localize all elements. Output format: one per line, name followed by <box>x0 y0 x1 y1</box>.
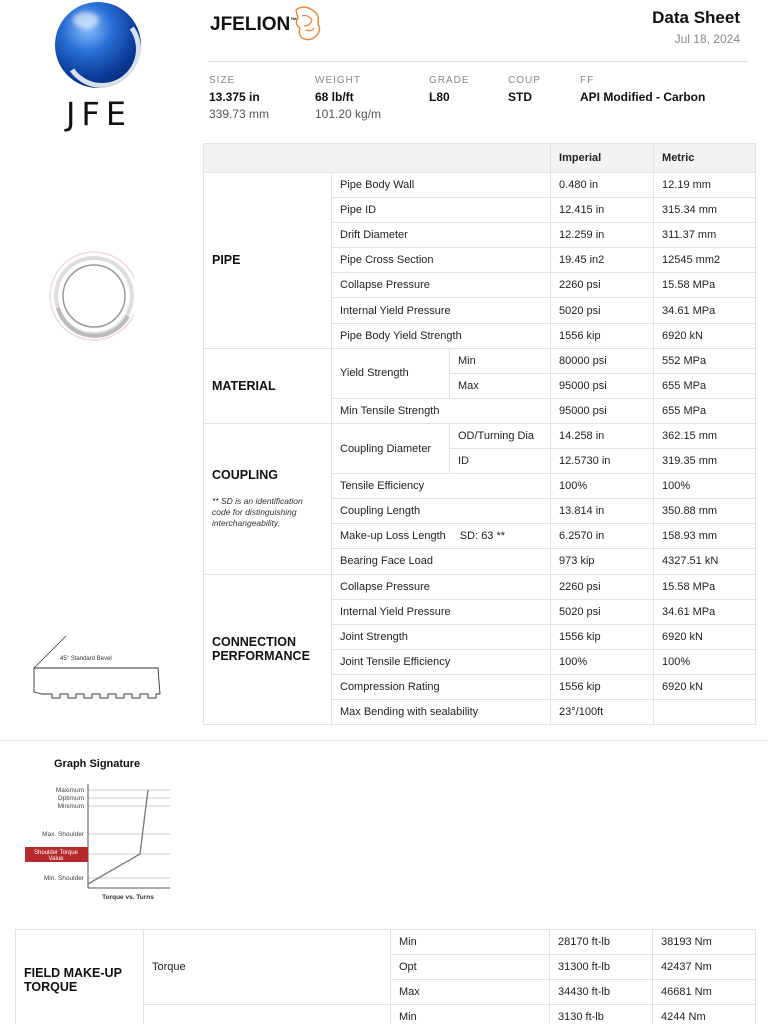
document-date: Jul 18, 2024 <box>674 32 740 46</box>
imperial-value: 80000 psi <box>551 348 654 373</box>
row-label: Coupling Length <box>332 499 551 524</box>
x-axis-label: Torque vs. Turns <box>102 894 154 901</box>
imperial-value: 6.2570 in <box>551 524 654 549</box>
spec-weight <box>315 75 381 121</box>
metric-value: 350.88 mm <box>654 499 756 524</box>
imperial-value: 1556 kip <box>551 624 654 649</box>
row-label: Collapse Pressure <box>332 273 551 298</box>
metric-value: 552 MPa <box>654 348 756 373</box>
sub-label: Max <box>450 373 551 398</box>
metric-value: 34.61 MPa <box>654 599 756 624</box>
row-label: Torque <box>144 930 391 1005</box>
imperial-value: 95000 psi <box>551 373 654 398</box>
metric-value: 46681 Nm <box>653 980 756 1005</box>
col-metric: Metric <box>654 144 756 173</box>
spec-value: L80 <box>429 90 450 104</box>
imperial-value: 2260 psi <box>551 574 654 599</box>
row-label: Pipe Body Wall <box>332 173 551 198</box>
table-row <box>204 574 756 599</box>
label-shoulder-torque: Shoulder Torque <box>34 850 78 856</box>
document-title: Data Sheet <box>652 8 740 27</box>
imperial-value: 28170 ft-lb <box>550 930 653 955</box>
section-field-makeup-torque: FIELD MAKE-UP TORQUE <box>16 930 144 1024</box>
spec-size <box>209 75 269 121</box>
data-table <box>203 143 756 725</box>
imperial-value: 100% <box>551 649 654 674</box>
imperial-value: 19.45 in2 <box>551 248 654 273</box>
row-label <box>332 524 551 549</box>
sub-label: Opt <box>391 955 550 980</box>
logo-text: JFE <box>65 95 133 133</box>
imperial-value: 23°/100ft <box>551 699 654 724</box>
row-label: Pipe Cross Section <box>332 248 551 273</box>
section-pipe: PIPE <box>204 173 332 349</box>
section-coupling-title: COUPLING <box>212 468 278 483</box>
metric-value: 319.35 mm <box>654 449 756 474</box>
bevel-label: 45° Standard Bevel <box>60 656 112 662</box>
sub-label: Min <box>391 1005 550 1024</box>
sub-label: OD/Turning Dia <box>450 423 551 448</box>
imperial-value: 12.259 in <box>551 223 654 248</box>
jfe-logo <box>50 2 150 133</box>
row-label-blank <box>144 1005 391 1024</box>
graph-signature-diagram <box>20 780 180 904</box>
brand-text: JFELION <box>210 14 291 35</box>
label-min-shoulder: Min. Shoulder <box>43 875 84 882</box>
header-blank <box>204 144 551 173</box>
row-label: Bearing Face Load <box>332 549 551 574</box>
sub-label: Min <box>450 348 551 373</box>
row-label: Min Tensile Strength <box>332 398 551 423</box>
imperial-value: 13.814 in <box>551 499 654 524</box>
label-optimum: Optimum <box>57 795 84 802</box>
metric-value: 15.58 MPa <box>654 574 756 599</box>
metric-value: 100% <box>654 649 756 674</box>
label-max-shoulder: Max. Shoulder <box>42 831 84 838</box>
imperial-value: 12.5730 in <box>551 449 654 474</box>
row-label: Max Bending with sealability <box>332 699 551 724</box>
spec-label: GRADE <box>429 75 470 86</box>
globe-icon <box>55 2 141 88</box>
row-label: Collapse Pressure <box>332 574 551 599</box>
imperial-value: 12.415 in <box>551 198 654 223</box>
bevel-diagram <box>30 632 170 708</box>
col-imperial: Imperial <box>551 144 654 173</box>
section-divider <box>0 740 768 741</box>
table-row <box>204 423 756 448</box>
spec-value: 13.375 in <box>209 90 260 104</box>
globe-ring <box>57 4 141 88</box>
section-material: MATERIAL <box>204 348 332 423</box>
spec-subvalue: 339.73 mm <box>209 107 270 121</box>
metric-value: 15.58 MPa <box>654 273 756 298</box>
row-label: Pipe ID <box>332 198 551 223</box>
imperial-value: 5020 psi <box>551 599 654 624</box>
table-row <box>204 348 756 373</box>
metric-value: 362.15 mm <box>654 423 756 448</box>
sub-label: Max <box>391 980 550 1005</box>
metric-value: 6920 kN <box>654 674 756 699</box>
imperial-value: 0.480 in <box>551 173 654 198</box>
sd-note: ** SD is an identification code for distinguishing interchangeability. <box>212 496 303 529</box>
row-label: Drift Diameter <box>332 223 551 248</box>
label-maximum: Maximum <box>55 787 84 794</box>
imperial-value: 14.258 in <box>551 423 654 448</box>
imperial-value: 1556 kip <box>551 674 654 699</box>
table-row <box>204 173 756 198</box>
row-label: Coupling Diameter <box>332 423 450 473</box>
spec-label: COUP <box>508 75 541 86</box>
imperial-value: 100% <box>551 474 654 499</box>
spec-label: WEIGHT <box>315 75 361 86</box>
metric-value: 100% <box>654 474 756 499</box>
metric-value: 655 MPa <box>654 398 756 423</box>
metric-value: 12545 mm2 <box>654 248 756 273</box>
metric-value: 158.93 mm <box>654 524 756 549</box>
sub-label: ID <box>450 449 551 474</box>
row-label: Internal Yield Pressure <box>332 298 551 323</box>
spec-value: API Modified - Carbon <box>580 90 706 104</box>
metric-value: 34.61 MPa <box>654 298 756 323</box>
imperial-value: 95000 psi <box>551 398 654 423</box>
row-label: Pipe Body Yield Strength <box>332 323 551 348</box>
graph-signature-title: Graph Signature <box>54 758 141 770</box>
spec-label: FF <box>580 75 595 86</box>
torque-curve <box>88 790 148 884</box>
imperial-value: 1556 kip <box>551 323 654 348</box>
makeup-label: Make-up Loss Length <box>340 530 446 543</box>
metric-value: 4327.51 kN <box>654 549 756 574</box>
metric-value: 42437 Nm <box>653 955 756 980</box>
imperial-value: 973 kip <box>551 549 654 574</box>
imperial-value: 2260 psi <box>551 273 654 298</box>
pipe-cross-section-icon <box>44 246 134 350</box>
spec-subvalue: 101.20 kg/m <box>315 107 382 121</box>
sd-code: SD: 63 ** <box>459 530 506 543</box>
brand-trademark: ™ <box>290 17 298 25</box>
section-connection: CONNECTION PERFORMANCE <box>204 574 332 725</box>
label-minimum: Minimum <box>57 803 84 810</box>
sub-label: Min <box>391 930 550 955</box>
metric-value: 655 MPa <box>654 373 756 398</box>
metric-value <box>654 699 756 724</box>
spec-grade <box>429 75 470 104</box>
row-label: Compression Rating <box>332 674 551 699</box>
metric-value: 6920 kN <box>654 624 756 649</box>
row-label: Internal Yield Pressure <box>332 599 551 624</box>
row-label: Tensile Efficiency <box>332 474 551 499</box>
row-label: Joint Tensile Efficiency <box>332 649 551 674</box>
imperial-value: 34430 ft-lb <box>550 980 653 1005</box>
lion-icon <box>290 4 324 44</box>
imperial-value: 3130 ft-lb <box>550 1005 653 1024</box>
metric-value: 12.19 mm <box>654 173 756 198</box>
spec-value: 68 lb/ft <box>315 90 354 104</box>
header-divider <box>208 61 748 62</box>
row-label: Yield Strength <box>332 348 450 398</box>
metric-value: 315.34 mm <box>654 198 756 223</box>
spec-coup <box>508 75 541 104</box>
metric-value: 311.37 mm <box>654 223 756 248</box>
table-header-row <box>204 144 756 173</box>
metric-value: 38193 Nm <box>653 930 756 955</box>
table-row <box>16 930 756 955</box>
metric-value: 4244 Nm <box>653 1005 756 1024</box>
label-shoulder-torque-value: Value <box>48 856 64 862</box>
metric-value: 6920 kN <box>654 323 756 348</box>
spec-ff <box>580 75 705 104</box>
row-label: Joint Strength <box>332 624 551 649</box>
section-coupling <box>204 423 332 574</box>
imperial-value: 31300 ft-lb <box>550 955 653 980</box>
brand-name <box>210 14 297 36</box>
imperial-value: 5020 psi <box>551 298 654 323</box>
torque-table <box>15 929 756 1024</box>
spec-label: SIZE <box>209 75 236 86</box>
spec-value: STD <box>508 90 532 104</box>
